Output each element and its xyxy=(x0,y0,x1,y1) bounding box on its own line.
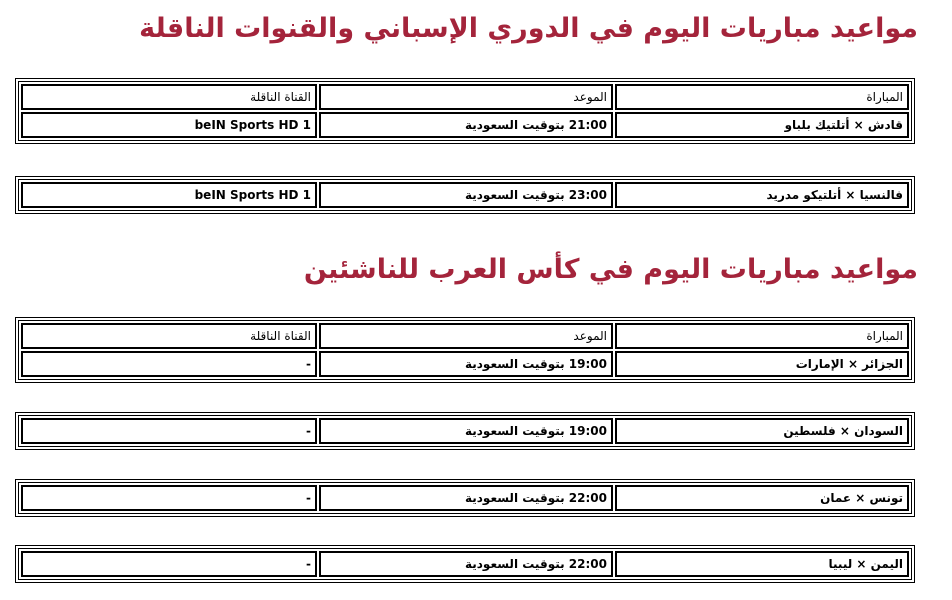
table-row xyxy=(21,418,909,444)
time-cell: 19:00 بتوقيت السعودية xyxy=(319,351,613,377)
match-table xyxy=(15,479,915,517)
table-row xyxy=(21,485,909,511)
channel-cell: beIN Sports HD 1 xyxy=(21,182,317,208)
table-row xyxy=(21,351,909,377)
channel-cell: - xyxy=(21,351,317,377)
table-row xyxy=(21,551,909,577)
time-cell: 21:00 بتوقيت السعودية xyxy=(319,112,613,138)
channel-cell: - xyxy=(21,485,317,511)
channel-cell: - xyxy=(21,551,317,577)
channel-cell: - xyxy=(21,418,317,444)
header-time: الموعد xyxy=(319,323,613,349)
match-table xyxy=(15,545,915,583)
match-cell: قادش × أتلتيك بلباو xyxy=(615,112,909,138)
table-row xyxy=(21,182,909,208)
header-channel: القناة الناقلة xyxy=(21,84,317,110)
match-table xyxy=(15,317,915,383)
time-cell: 23:00 بتوقيت السعودية xyxy=(319,182,613,208)
table-header-row xyxy=(21,323,909,349)
time-cell: 22:00 بتوقيت السعودية xyxy=(319,551,613,577)
table-row xyxy=(21,112,909,138)
section-title-la-liga: مواعيد مباريات اليوم في الدوري الإسباني والقنوات الناقلة xyxy=(139,13,918,44)
match-table xyxy=(15,176,915,214)
match-cell: الجزائر × الإمارات xyxy=(615,351,909,377)
time-cell: 22:00 بتوقيت السعودية xyxy=(319,485,613,511)
table-header-row xyxy=(21,84,909,110)
match-cell: تونس × عمان xyxy=(615,485,909,511)
match-cell: فالنسيا × أتلتيكو مدريد xyxy=(615,182,909,208)
match-cell: السودان × فلسطين xyxy=(615,418,909,444)
match-table xyxy=(15,78,915,144)
header-channel: القناة الناقلة xyxy=(21,323,317,349)
header-match: المباراة xyxy=(615,323,909,349)
match-cell: اليمن × ليبيا xyxy=(615,551,909,577)
header-time: الموعد xyxy=(319,84,613,110)
channel-cell: beIN Sports HD 1 xyxy=(21,112,317,138)
header-match: المباراة xyxy=(615,84,909,110)
match-table xyxy=(15,412,915,450)
time-cell: 19:00 بتوقيت السعودية xyxy=(319,418,613,444)
section-title-arab-cup-u17: مواعيد مباريات اليوم في كأس العرب للناشئين xyxy=(303,254,918,285)
